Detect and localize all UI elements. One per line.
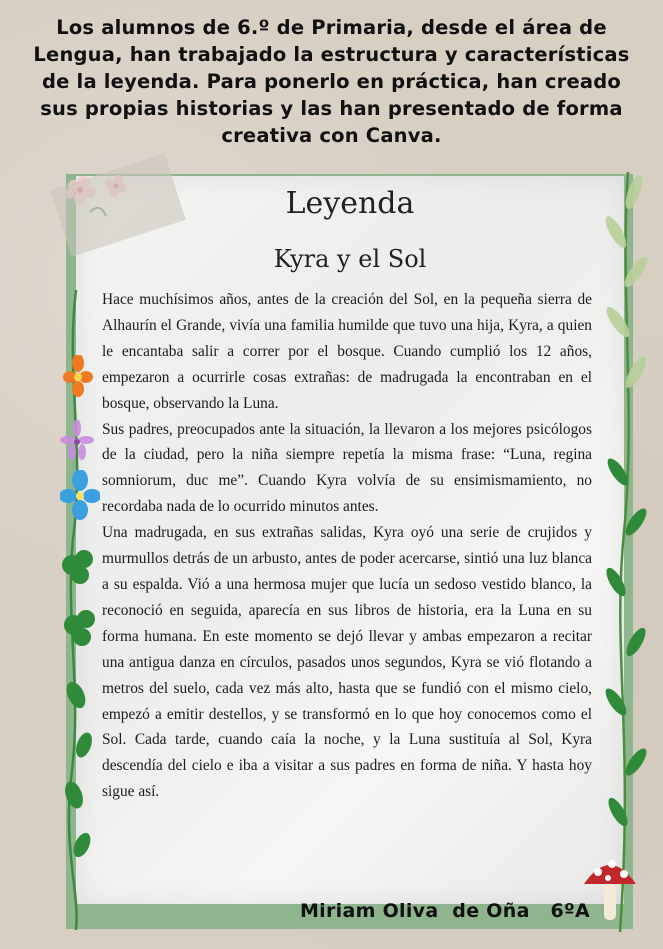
story-paragraph: Una madrugada, en sus extrañas salidas, Kyra oyó una serie de crujidos y murmullos detrás de un arbusto, antes de poder acercarse, sintió una luz blanca a su espalda. Vió a una hermosa mujer que lucía un sedoso vestido blanco, la reconoció en seguida, aparecía en sus libros de historia, era la Luna en su forma humana. En este momento se dejó llevar y ambas empezaron a recitar una antigua danza en círculos, pasados unos segundos, Kyra se vió flotando a metros del suelo, cada vez más alto, hasta que se fundió con el mismo cielo, empezó a emitir destellos, y se transformó en lo que hoy conocemos como el Sol. Cada tarde, cuando caía la noche, y la Luna sustituía al Sol, Kyra descendía del cielo e iba a visitar a sus padres en forma de niña. Y hasta hoy sigue así. [102,524,592,801]
story-paragraph: Sus padres, preocupados ante la situación, la llevaron a los mejores psicólogos de la ciudad, pero la niña siempre repetía la misma frase: “Luna, regina somniorum, duc me”. Cuando Kyra volvía de su ensimismamiento, no recordaba nada de lo ocurrido minutos antes. [102,420,592,516]
flower-icon [62,355,94,399]
intro-text: Los alumnos de 6.º de Primaria, desde el área de Lengua, han trabajado la estructura y características de la leyenda. Para ponerlo en práctica, han creado sus propias historias y las han presentado de forma creativa con Canva. [33,16,630,147]
flower-icon [60,470,100,524]
poster-title: Leyenda [285,186,415,221]
story-title: Kyra y el Sol [273,245,427,273]
author-signature: Miriam Oliva de Oña 6ºA [299,900,590,922]
leaf-icon [60,545,104,905]
leaf-icon [590,172,650,932]
story-body [102,287,592,805]
story-paragraph: Hace muchísimos años, antes de la creación del Sol, en la pequeña sierra de Alhaurín el Grande, vivía una familia humilde que tuvo una hija, Kyra, a quien le encantaba salir a correr por el bosque. Cuando cumplió los 12 años, empezaron a ocurrirle cosas extrañas: de madrugada la encontraban en el bosque, observando la Luna. [102,291,592,412]
flower-icon [60,420,94,470]
